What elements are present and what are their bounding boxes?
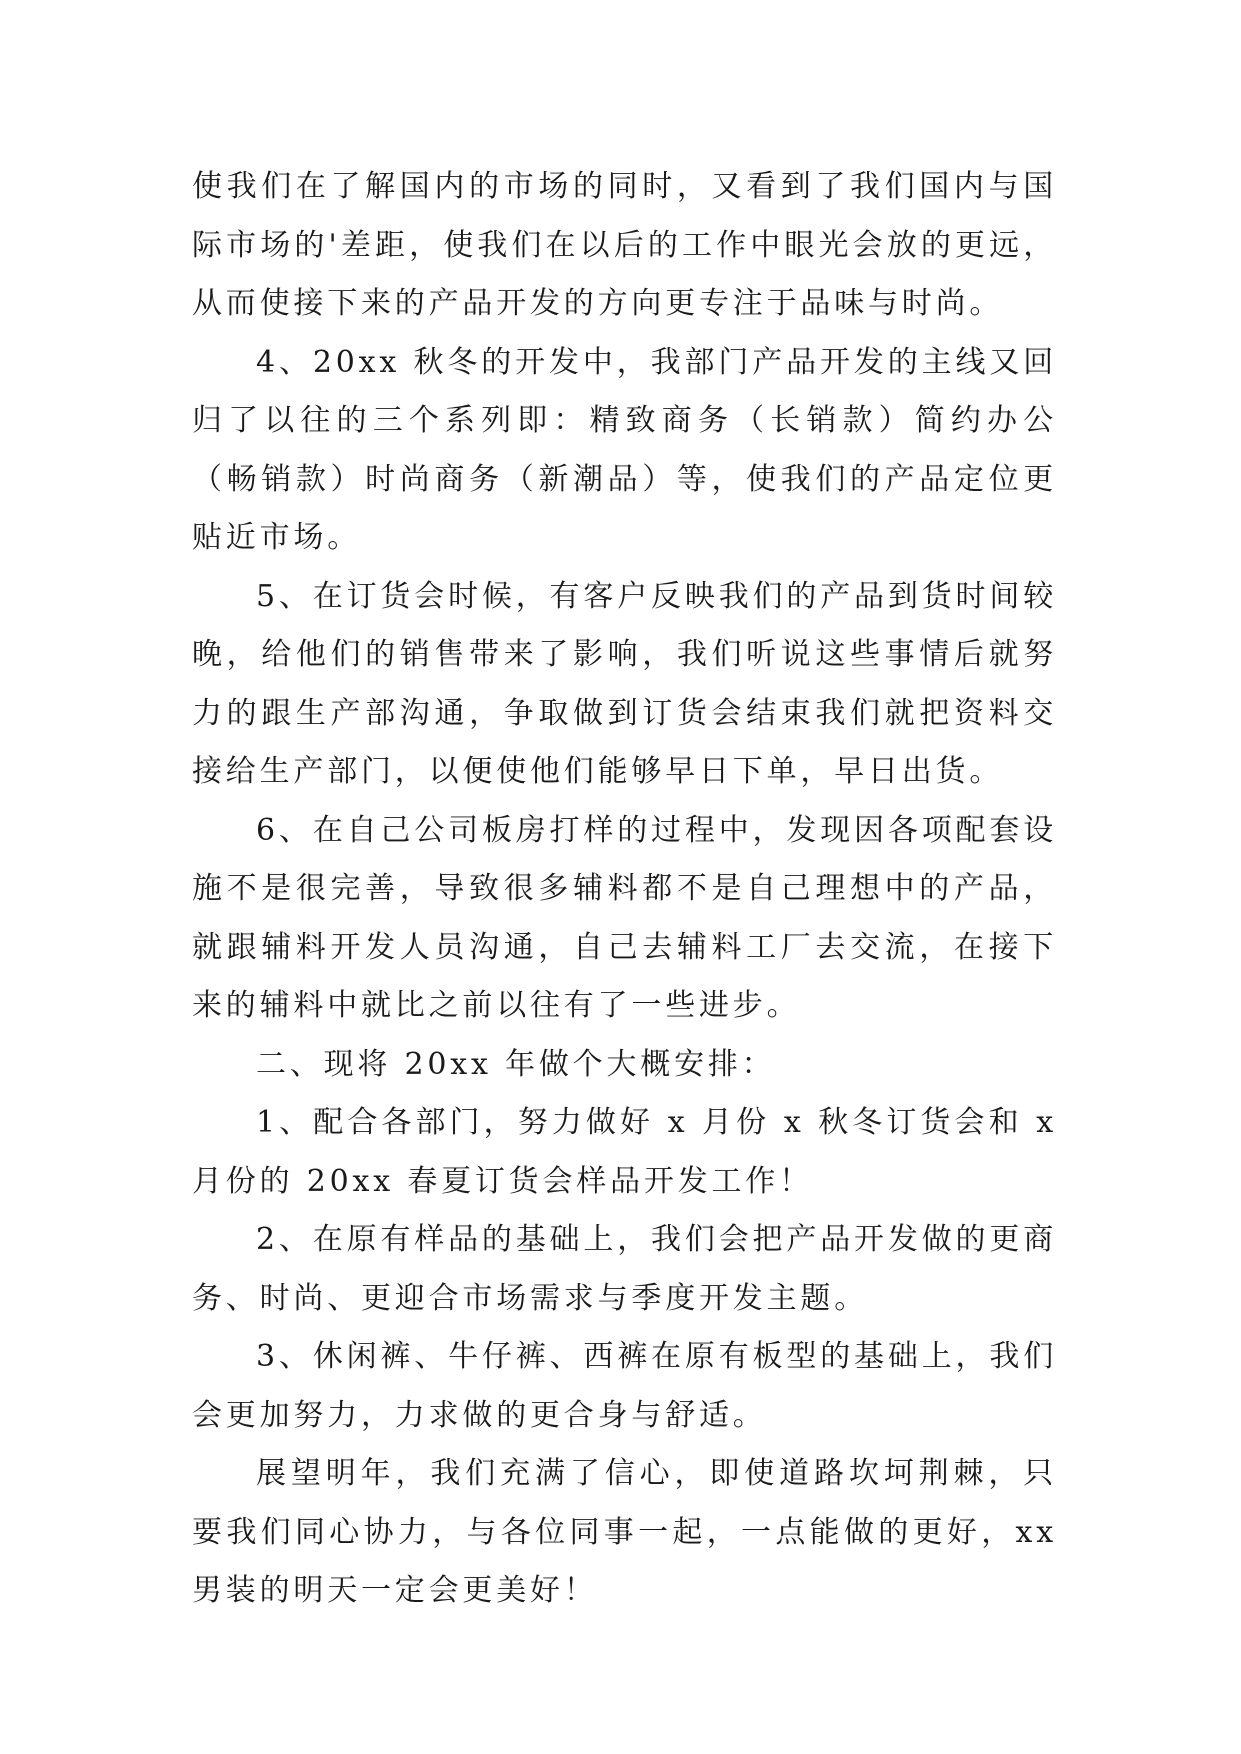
paragraph-plan-3: 3、休闲裤、牛仔裤、西裤在原有板型的基础上，我们会更加努力，力求做的更合身与舒适。 [192, 1339, 1057, 1433]
paragraph-outlook: 展望明年，我们充满了信心，即使道路坎坷荆棘，只要我们同心协力，与各位同事一起，一点能做的更好，xx 男装的明天一定会更美好！ [192, 1456, 1057, 1608]
paragraph-item-6: 6、在自己公司板房打样的过程中，发现因各项配套设施不是很完善，导致很多辅料都不是自己理想中的产品，就跟辅料开发人员沟通，自己去辅料工厂去交流，在接下来的辅料中就比之前以往有了一些进步。 [192, 812, 1057, 1023]
paragraph-plan-1: 1、配合各部门，努力做好 x 月份 x 秋冬订货会和 x 月份的 20xx 春夏订货会样品开发工作！ [192, 1105, 1057, 1199]
paragraph-item-4: 4、20xx 秋冬的开发中，我部门产品开发的主线又回归了以往的三个系列即：精致商务（长销款）简约办公（畅销款）时尚商务（新潮品）等，使我们的产品定位更贴近市场。 [192, 344, 1057, 555]
paragraph-continuation: 使我们在了解国内的市场的同时，又看到了我们国内与国际市场的'差距，使我们在以后的工作中眼光会放的更远，从而使接下来的产品开发的方向更专注于品味与时尚。 [192, 169, 1057, 321]
paragraph-item-5: 5、在订货会时候，有客户反映我们的产品到货时间较晚，给他们的销售带来了影响，我们听说这些事情后就努力的跟生产部沟通，争取做到订货会结束我们就把资料交接给生产部门，以便使他们能够早日下单，早日出货。 [192, 578, 1057, 789]
document-body [192, 158, 1057, 1621]
paragraph-plan-2: 2、在原有样品的基础上，我们会把产品开发做的更商务、时尚、更迎合市场需求与季度开发主题。 [192, 1222, 1057, 1316]
section-heading-plan: 二、现将 20xx 年做个大概安排： [256, 1046, 776, 1082]
